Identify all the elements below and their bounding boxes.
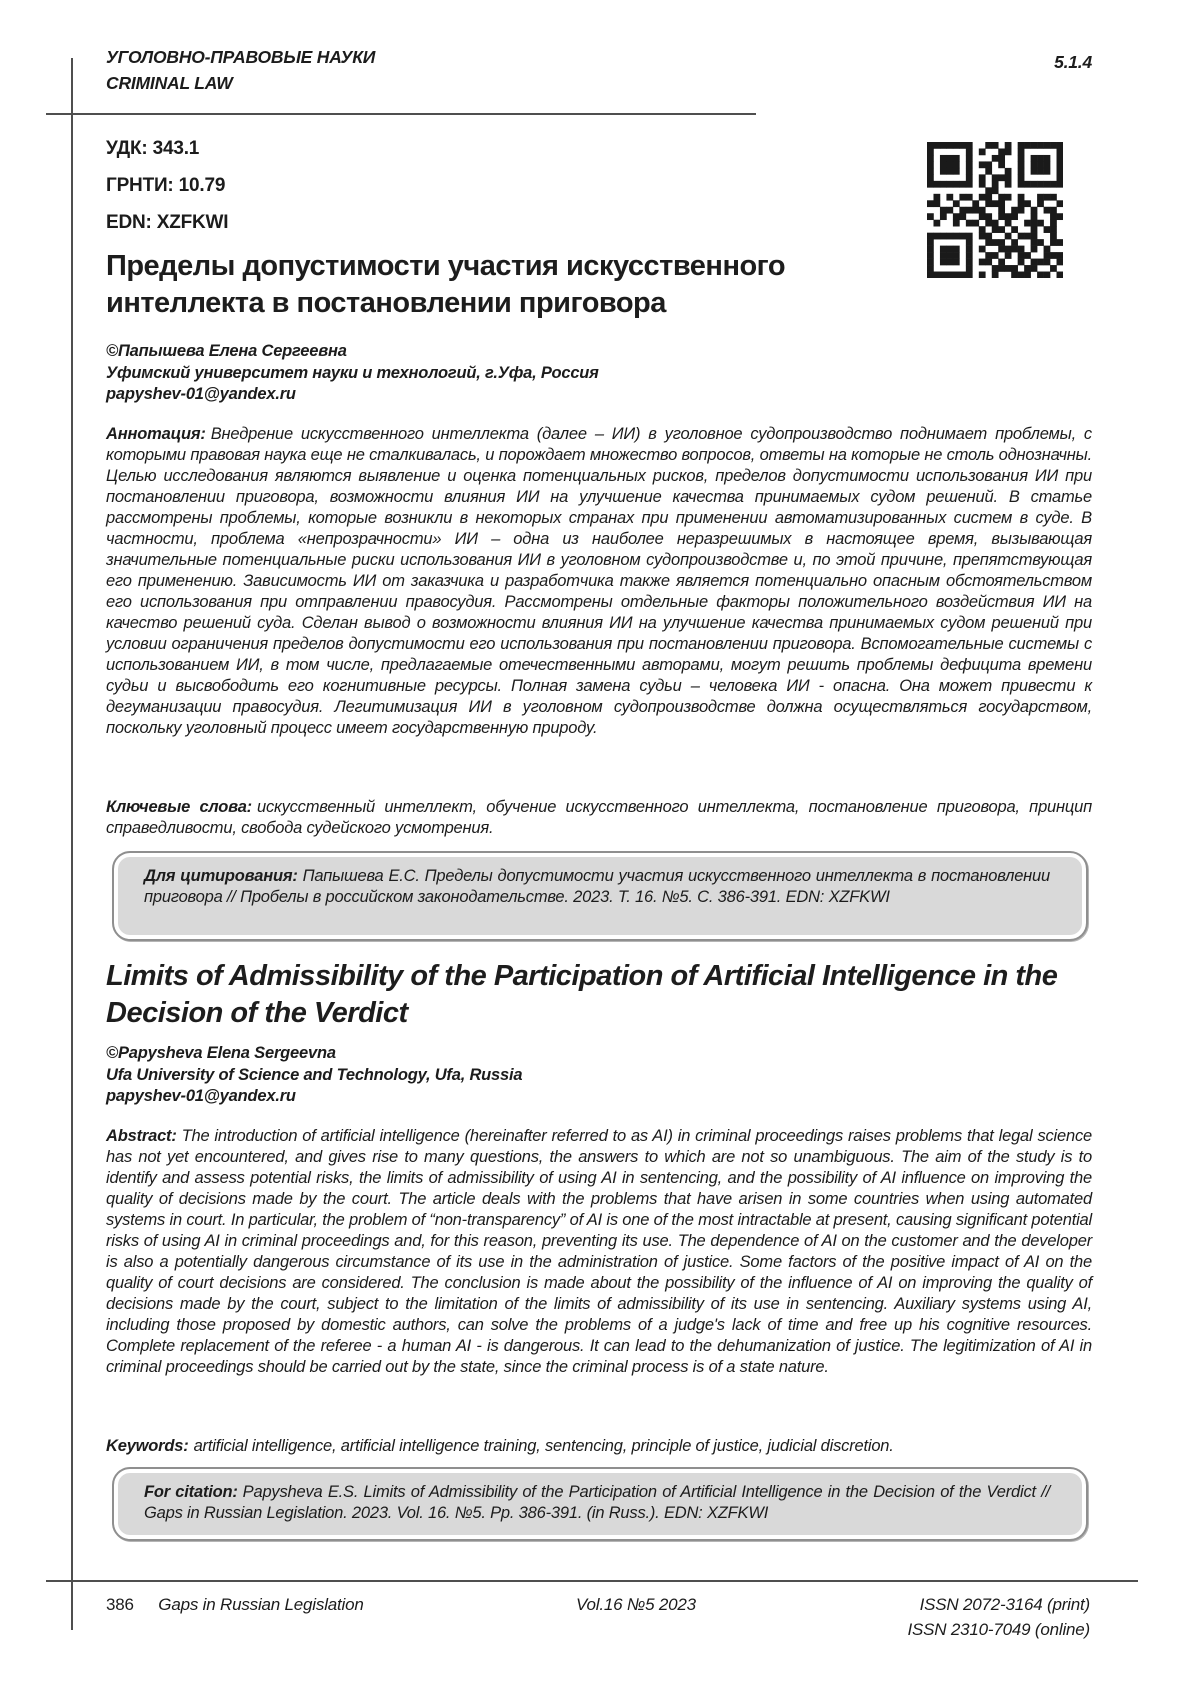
citation-box-ru (112, 851, 1088, 941)
issn-online: ISSN 2310-7049 (online) (907, 1620, 1090, 1639)
author-block-ru (106, 341, 599, 406)
abstract-text-ru: Внедрение искусственного интеллекта (далее – ИИ) в уголовное судопроизводство поднимает проблемы, с которыми правовая наука еще не сталкивалась, и порождает множество вопросов, ответы на которые не столь однозначны. Целью исследования являются выявление и оценка потенциальных рисков, пределов допустимости использования ИИ при постановлении приговора, возможности влияния ИИ на улучшение качества принимаемых судом решений. В статье рассмотрены проблемы, которые возникли в некоторых странах при применении автоматизированных систем в суде. В частности, проблема «непрозрачности» ИИ – одна из наиболее неразрешимых в настоящее время, вызывающая значительные потенциальные риски использования ИИ в уголовном судопроизводстве и, по этой причине, препятствующая его применению. Зависимость ИИ от заказчика и разработчика также является потенциально опасным обстоятельством его использования при отправлении правосудия. Рассмотрены отдельные факторы положительного воздействия ИИ на качество решений суда. Сделан вывод о возможности влияния ИИ на улучшение качества принимаемых судом решений при условии ограничения пределов допустимости его использования при постановлении приговора. Вспомогательные системы с использованием ИИ, в том числе, предлагаемые отечественными авторами, могут решить проблемы дефицита времени судьи и высвободить его когнитивные ресурсы. Полная замена судьи – человека ИИ - опасна. Она может привести к дегуманизации правосудия. Легитимизация ИИ в уголовном судопроизводстве должна осуществляться государством, поскольку уголовный процесс имеет государственную природу. (106, 425, 1092, 737)
section-title-en: CRIMINAL LAW (106, 73, 233, 93)
keywords-text-en: artificial intelligence, artificial intelligence training, sentencing, principle of justice, judicial discretion. (193, 1437, 894, 1455)
keywords-text-ru: искусственный интеллект, обучение искусственного интеллекта, постановление приговора, принцип справедливости, свобода судейского усмотрения. (106, 798, 1092, 837)
left-margin-rule (71, 58, 73, 1630)
keywords-label-ru: Ключевые слова: (106, 798, 252, 816)
author-affiliation-en: Ufa University of Science and Technology, Ufa, Russia (106, 1065, 523, 1084)
article-codes (106, 130, 228, 241)
article-title-ru: Пределы допустимости участия искусственного интеллекта в постановлении приговора (106, 250, 786, 319)
header-divider-rule (46, 113, 756, 115)
abstract-label-ru: Аннотация: (106, 425, 206, 443)
grnti-code: ГРНТИ: 10.79 (106, 175, 226, 196)
abstract-label-en: Abstract: (106, 1127, 177, 1145)
issn-print: ISSN 2072-3164 (print) (919, 1595, 1090, 1614)
keywords-en (106, 1436, 1092, 1457)
abstract-text-en: The introduction of artificial intelligence (hereinafter referred to as AI) in criminal proceedings raises problems that legal science has not yet encountered, and gives rise to many questions, the answers to which are not so unambiguous. The aim of the study is to identify and assess potential risks, the limits of admissibility of using AI in sentencing, and the possibility of AI influence on improving the quality of decisions made by the court. The article deals with the problems that have arisen in some countries when using automated systems in court. In particular, the problem of “non-transparency” of AI is one of the most intractable at present, causing significant potential risks of using AI in criminal proceedings and, for this reason, preventing its use. The dependence of AI on the customer and the developer is also a potentially dangerous circumstance of its use in the administration of justice. Some factors of the positive impact of AI on the quality of court decisions are considered. The conclusion is made about the possibility of the influence of AI on improving the quality of decisions made by the court, subject to the limitation of the limits of admissibility of its use in sentencing. Auxiliary systems using AI, including those proposed by domestic authors, can solve the problems of a judge's lack of time and free up his cognitive resources. Complete replacement of the referee - a human AI - is dangerous. It can lead to the dehumanization of justice. The legitimization of AI in criminal proceedings should be carried out by the state, since the criminal process is of a state nature. (106, 1127, 1092, 1376)
author-email-en: papyshev-01@yandex.ru (106, 1087, 296, 1105)
citation-text-en: Papysheva E.S. Limits of Admissibility of the Participation of Artificial Intelligence in the Decision of the Verdict // Gaps in Russian Legislation. 2023. Vol. 16. №5. Pp. 386-391. (in Russ.). EDN: XZFKWI (144, 1483, 1050, 1522)
journal-name: Gaps in Russian Legislation (158, 1595, 364, 1614)
abstract-en (106, 1126, 1092, 1378)
author-name-en: ©Papysheva Elena Sergeevna (106, 1044, 336, 1062)
citation-text-ru: Папышева Е.С. Пределы допустимости участия искусственного интеллекта в постановлении приговора // Пробелы в российском законодательстве. 2023. Т. 16. №5. С. 386-391. EDN: XZFKWI (144, 867, 1050, 906)
citation-box-en (112, 1467, 1088, 1541)
volume-issue: Vol.16 №5 2023 (576, 1595, 696, 1614)
edn-code: EDN: XZFKWI (106, 212, 229, 233)
author-block-en (106, 1043, 522, 1108)
author-affiliation-ru: Уфимский университет науки и технологий, г.Уфа, Россия (106, 363, 599, 382)
running-head (106, 44, 375, 96)
footer-divider-rule (46, 1580, 1138, 1582)
qr-code (927, 142, 1063, 278)
classification-code: 5.1.4 (1054, 52, 1092, 72)
udk-code: УДК: 343.1 (106, 138, 200, 159)
keywords-label-en: Keywords: (106, 1437, 189, 1455)
issn-block (907, 1592, 1090, 1642)
article-title-en: Limits of Admissibility of the Participation of Artificial Intelligence in the Decision of the Verdict (106, 960, 1058, 1029)
author-name-ru: ©Папышева Елена Сергеевна (106, 342, 347, 360)
page-footer (106, 1592, 1090, 1639)
abstract-ru (106, 424, 1092, 739)
page-number: 386 (106, 1595, 134, 1614)
citation-label-en: For citation: (144, 1483, 238, 1501)
keywords-ru (106, 797, 1092, 839)
section-title-ru: УГОЛОВНО-ПРАВОВЫЕ НАУКИ (106, 47, 376, 67)
citation-label-ru: Для цитирования: (144, 867, 298, 885)
author-email-ru: papyshev-01@yandex.ru (106, 385, 296, 403)
